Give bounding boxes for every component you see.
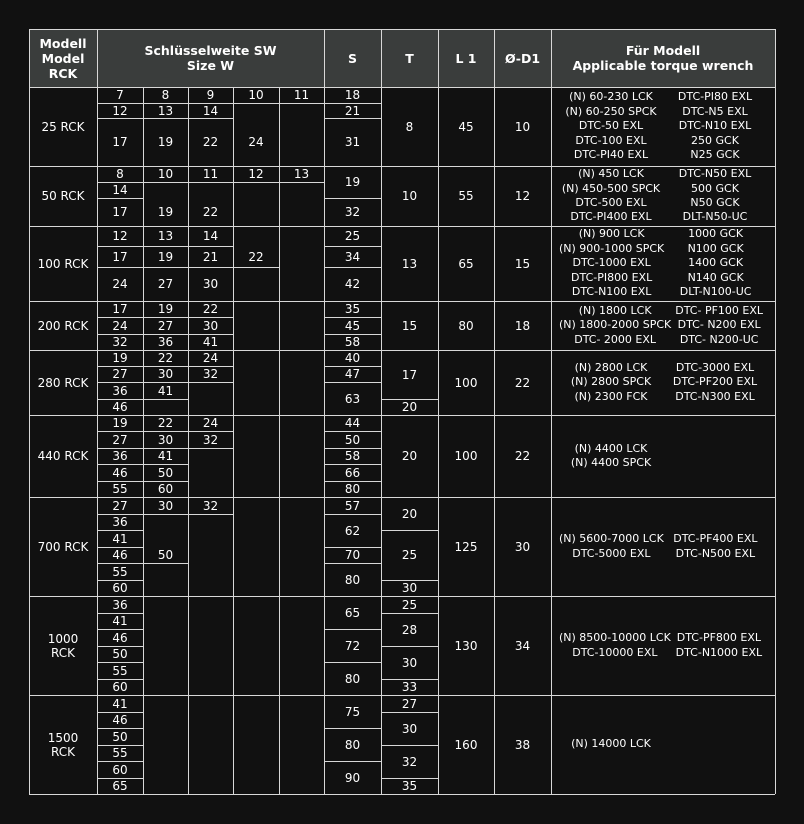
- applicable-wrench: DTC-100 EXL: [575, 133, 647, 147]
- t-value: 17: [401, 367, 418, 382]
- model-cell: [29, 695, 97, 794]
- size-value: 24: [112, 277, 128, 291]
- model-label: 25 RCK: [41, 119, 85, 134]
- model-cell: [29, 166, 97, 226]
- size-value: 17: [112, 249, 128, 264]
- d1-value: 38: [514, 737, 531, 752]
- size-column-line: [279, 596, 280, 695]
- applicable-wrench: DLT-N100-UC: [679, 285, 752, 299]
- applicable-wrench: 1000 GCK: [688, 227, 744, 241]
- size-value: 11: [202, 167, 219, 181]
- header-sw: [97, 29, 324, 87]
- size-value: 46: [112, 465, 128, 480]
- size-value: 55: [112, 663, 128, 678]
- size-value: 55: [112, 482, 128, 496]
- size-value: 12: [112, 229, 128, 243]
- applicable-wrench: (N) 5600-7000 LCK: [559, 532, 664, 546]
- size-value: 60: [112, 680, 128, 694]
- header-s: S: [324, 29, 381, 87]
- s-value: 45: [344, 318, 361, 333]
- size-value: 19: [157, 205, 174, 219]
- t-value: 32: [401, 754, 418, 769]
- size-value: 14: [202, 103, 219, 118]
- size-value: 9: [206, 88, 215, 102]
- applicable-wrench: DTC-3000 EXL: [675, 360, 755, 374]
- size-value: 19: [157, 302, 174, 316]
- applicable-wrench: DLT-N50-UC: [682, 210, 748, 224]
- s-value: 65: [344, 605, 361, 620]
- size-column-line: [143, 301, 144, 350]
- s-value: 62: [344, 523, 361, 538]
- size-value: 30: [157, 432, 174, 447]
- size-value: 19: [157, 249, 174, 264]
- size-value: 27: [157, 318, 174, 333]
- applicable-wrench: DTC- PF100 EXL: [675, 303, 764, 317]
- s-value: 90: [344, 770, 361, 785]
- applicable-wrench-list: [559, 497, 767, 596]
- s-value: 31: [344, 135, 361, 149]
- size-column-line: [233, 166, 234, 226]
- s-value: 75: [344, 704, 361, 719]
- applicable-wrench: DTC-PF800 EXL: [676, 631, 762, 645]
- header-t: T: [381, 29, 438, 87]
- size-column-line: [279, 226, 280, 301]
- l1-value: 100: [454, 449, 478, 463]
- s-value: 44: [344, 416, 361, 430]
- s-value: 47: [344, 367, 361, 381]
- d1-value: 34: [514, 638, 531, 653]
- size-column-line: [233, 301, 234, 350]
- size-value: 65: [112, 779, 128, 793]
- size-column-line: [233, 415, 234, 497]
- header-l1: L 1: [438, 29, 494, 87]
- applicable-wrench-list: [559, 695, 767, 794]
- t-value: 27: [401, 696, 418, 711]
- s-value: 34: [344, 249, 361, 264]
- size-column-line: [143, 695, 144, 794]
- size-value: 46: [112, 630, 128, 645]
- size-value: 50: [112, 729, 128, 744]
- size-value: 30: [157, 498, 174, 513]
- applicable-wrench: DTC-N300 EXL: [675, 389, 755, 403]
- size-value: 30: [157, 367, 174, 381]
- model-label: 1000: [47, 631, 79, 646]
- s-value: 58: [344, 335, 361, 349]
- s-value: 21: [344, 103, 361, 118]
- s-value: 63: [344, 391, 361, 406]
- s-value: 66: [344, 465, 361, 480]
- s-value: 40: [344, 351, 361, 365]
- model-label: RCK: [50, 645, 75, 660]
- l1-value: 80: [458, 318, 474, 333]
- t-value: 25: [401, 597, 418, 612]
- size-value: 24: [248, 135, 264, 149]
- applicable-wrench: DTC-PI400 EXL: [570, 210, 652, 224]
- size-value: 55: [112, 564, 128, 579]
- size-value: 41: [112, 614, 128, 628]
- size-column-line: [233, 87, 234, 166]
- size-column-line: [233, 695, 234, 794]
- s-value: 19: [344, 175, 361, 189]
- size-value: 19: [157, 135, 174, 149]
- applicable-wrench: DTC-10000 EXL: [572, 645, 658, 659]
- size-value: 60: [112, 762, 128, 777]
- model-cell: [29, 301, 97, 350]
- t-value: 35: [401, 779, 418, 793]
- size-column-line: [188, 596, 189, 695]
- size-value: 19: [112, 416, 128, 430]
- model-cell: [29, 415, 97, 497]
- size-value: 22: [202, 205, 219, 219]
- applicable-wrench: 500 GCK: [691, 181, 739, 195]
- size-value: 12: [248, 167, 264, 181]
- size-value: 17: [112, 205, 128, 219]
- size-column-line: [188, 301, 189, 350]
- applicable-wrench: N50 GCK: [690, 196, 740, 209]
- model-cell: [29, 596, 97, 695]
- size-column-line: [188, 350, 189, 415]
- s-value: 70: [344, 548, 361, 562]
- size-value: 32: [202, 498, 219, 513]
- applicable-wrench: DTC-PF400 EXL: [673, 532, 758, 546]
- s-value: 58: [344, 449, 361, 463]
- s-value: 72: [344, 638, 361, 653]
- s-value: 50: [344, 432, 361, 447]
- d1-value: 12: [514, 189, 531, 203]
- header-model-line-2: Model: [41, 50, 85, 66]
- applicable-wrench: DTC-PF200 EXL: [672, 375, 758, 389]
- t-value: 20: [401, 400, 418, 414]
- size-value: 32: [112, 335, 128, 349]
- s-value: 42: [344, 277, 361, 291]
- t-value: 28: [401, 622, 418, 637]
- t-value: 8: [405, 119, 414, 134]
- applicable-wrench: (N) 14000 LCK: [571, 737, 651, 751]
- header-model-line-1: Modell: [39, 35, 87, 51]
- size-column-line: [233, 350, 234, 415]
- d1-value: 22: [514, 375, 531, 390]
- size-value: 27: [112, 367, 128, 381]
- size-value: 36: [112, 597, 128, 612]
- applicable-wrench-list: [559, 226, 767, 301]
- t-value: 20: [401, 449, 418, 463]
- size-value: 32: [202, 432, 219, 447]
- size-column-line: [188, 166, 189, 226]
- size-value: 41: [157, 383, 174, 398]
- applicable-wrench-list: [559, 301, 767, 350]
- header-sw-de: Schlüsselweite SW: [144, 43, 277, 58]
- size-value: 14: [202, 229, 219, 243]
- applicable-wrench: DTC- N200 EXL: [677, 318, 761, 332]
- size-value: 22: [248, 249, 264, 264]
- size-value: 10: [157, 167, 174, 181]
- size-value: 22: [202, 302, 219, 316]
- size-column-line: [279, 695, 280, 794]
- applicable-wrench-list: [559, 166, 767, 226]
- model-label: 440 RCK: [37, 449, 89, 463]
- header-model: [29, 29, 97, 87]
- size-column-line: [143, 226, 144, 301]
- size-value: 55: [112, 746, 128, 760]
- applicable-wrench-list: [559, 596, 767, 695]
- size-value: 27: [112, 498, 128, 513]
- size-value: 14: [112, 183, 128, 197]
- size-value: 24: [202, 351, 219, 365]
- applicable-wrench: N100 GCK: [687, 241, 744, 255]
- s-value: 80: [344, 671, 361, 686]
- applicable-wrench: (N) 60-230 LCK: [569, 90, 653, 104]
- l1-value: 65: [458, 256, 474, 271]
- applicable-wrench: DTC-5000 EXL: [572, 546, 651, 560]
- applicable-wrench: (N) 1800-2000 SPCK: [559, 318, 672, 332]
- size-column-line: [279, 301, 280, 350]
- size-value: 12: [112, 103, 128, 118]
- l1-value: 130: [454, 638, 478, 653]
- size-value: 21: [202, 249, 219, 264]
- t-value: 30: [401, 581, 418, 595]
- applicable-wrench: DTC-N50 EXL: [678, 167, 752, 181]
- applicable-wrench-list: [559, 87, 767, 166]
- size-value: 17: [112, 135, 128, 149]
- header-d1: Ø-D1: [494, 29, 551, 87]
- size-value: 60: [157, 482, 174, 496]
- header-sw-en: Size W: [186, 58, 235, 73]
- size-column-line: [143, 166, 144, 226]
- applicable-wrench: [663, 456, 767, 470]
- size-column-line: [143, 415, 144, 497]
- applicable-wrench: (N) 4400 LCK: [574, 441, 648, 455]
- size-column-line: [188, 497, 189, 596]
- applicable-wrench: (N) 4400 SPCK: [570, 456, 652, 469]
- size-value: 41: [112, 531, 128, 546]
- size-value: 41: [112, 696, 128, 711]
- applicable-wrench: DTC-PI800 EXL: [571, 270, 653, 284]
- applicable-wrench: DTC-N1000 EXL: [675, 645, 763, 659]
- applicable-wrench: 250 GCK: [691, 133, 739, 147]
- size-value: 46: [112, 400, 128, 414]
- s-value: 80: [344, 737, 361, 752]
- size-value: 22: [157, 416, 174, 430]
- applicable-wrench: (N) 450 LCK: [578, 167, 644, 181]
- t-value: 30: [401, 655, 418, 670]
- applicable-wrench: 1400 GCK: [688, 256, 744, 270]
- header-applicable-de: Für Modell: [625, 43, 701, 58]
- border-top: [29, 29, 775, 30]
- applicable-wrench: DTC-1000 EXL: [572, 256, 651, 270]
- applicable-wrench: (N) 60-250 SPCK: [565, 104, 657, 118]
- size-column-line: [143, 497, 144, 596]
- size-column-line: [279, 497, 280, 596]
- size-value: 10: [248, 88, 264, 102]
- size-column-line: [279, 350, 280, 415]
- applicable-wrench: (N) 2300 FCK: [574, 389, 648, 403]
- header-model-line-3: RCK: [48, 65, 78, 81]
- s-value: 57: [344, 498, 361, 513]
- size-value: 46: [112, 548, 128, 562]
- size-value: 24: [112, 318, 128, 333]
- size-column-line: [279, 415, 280, 497]
- size-value: 50: [157, 548, 174, 562]
- size-value: 36: [112, 383, 128, 398]
- model-label: 700 RCK: [37, 539, 89, 554]
- t-value: 15: [401, 318, 418, 333]
- size-value: 60: [112, 581, 128, 595]
- size-value: 27: [112, 432, 128, 447]
- applicable-wrench: DTC- N200-UC: [679, 332, 759, 346]
- size-value: 17: [112, 302, 128, 316]
- size-column-line: [279, 166, 280, 226]
- size-value: 36: [112, 449, 128, 463]
- size-value: 22: [157, 351, 174, 365]
- applicable-wrench: DTC-PI80 EXL: [677, 90, 753, 104]
- model-label: 200 RCK: [37, 318, 89, 333]
- t-value: 30: [401, 721, 418, 736]
- applicable-wrench: (N) 900 LCK: [578, 227, 645, 241]
- d1-value: 30: [514, 539, 531, 554]
- s-value: 32: [344, 205, 361, 219]
- applicable-wrench: DTC-N500 EXL: [675, 546, 756, 560]
- l1-value: 160: [454, 737, 478, 752]
- applicable-wrench: (N) 8500-10000 LCK: [559, 631, 671, 645]
- size-column-line: [188, 226, 189, 301]
- model-cell: [29, 87, 97, 166]
- size-value: 41: [202, 335, 219, 349]
- header-applicable-en: Applicable torque wrench: [572, 58, 754, 73]
- s-value: 25: [344, 229, 361, 243]
- applicable-wrench: N25 GCK: [690, 148, 740, 162]
- d1-value: 22: [514, 449, 531, 463]
- size-column-line: [279, 87, 280, 166]
- t-value: 33: [401, 680, 418, 694]
- size-value: 19: [112, 351, 128, 365]
- t-value: 20: [401, 506, 418, 521]
- size-value: 41: [157, 449, 174, 463]
- size-value: 13: [157, 229, 174, 243]
- d1-value: 15: [514, 256, 531, 271]
- applicable-wrench: DTC-N5 EXL: [682, 104, 748, 118]
- l1-value: 45: [458, 119, 474, 134]
- size-column-line: [188, 415, 189, 497]
- size-column-line: [233, 497, 234, 596]
- size-value: 8: [161, 88, 170, 102]
- size-value: 27: [157, 277, 174, 291]
- applicable-wrench: DTC- 2000 EXL: [574, 332, 657, 346]
- model-cell: [29, 350, 97, 415]
- size-value: 50: [112, 647, 128, 661]
- applicable-wrench: DTC-N100 EXL: [571, 285, 652, 299]
- size-value: 8: [116, 167, 124, 181]
- applicable-wrench-list: [559, 350, 767, 415]
- applicable-wrench: DTC-500 EXL: [575, 196, 647, 209]
- size-value: 36: [112, 515, 128, 529]
- l1-value: 100: [454, 375, 478, 390]
- header-applicable: [551, 29, 775, 87]
- model-cell: [29, 497, 97, 596]
- s-value: 18: [344, 88, 361, 102]
- size-value: 30: [202, 277, 219, 291]
- applicable-wrench: [663, 737, 767, 751]
- size-value: 13: [293, 167, 310, 181]
- size-column-line: [143, 596, 144, 695]
- s-value: 80: [344, 482, 361, 496]
- model-label: 50 RCK: [41, 189, 85, 203]
- size-column-line: [233, 226, 234, 301]
- t-value: 13: [401, 256, 418, 271]
- applicable-wrench: (N) 1800 LCK: [578, 303, 652, 317]
- border-right: [775, 29, 776, 794]
- t-value: 25: [401, 548, 418, 562]
- size-value: 11: [293, 88, 310, 102]
- applicable-wrench: (N) 900-1000 SPCK: [559, 241, 665, 255]
- size-value: 22: [202, 135, 219, 149]
- size-column-line: [188, 695, 189, 794]
- size-value: 24: [202, 416, 219, 430]
- applicable-wrench: DTC-PI40 EXL: [573, 148, 649, 162]
- applicable-wrench: DTC-50 EXL: [578, 119, 644, 133]
- model-label: 1500: [47, 730, 79, 745]
- applicable-wrench-list: [559, 415, 767, 497]
- size-column-line: [233, 596, 234, 695]
- l1-value: 125: [454, 539, 478, 554]
- s-value: 80: [344, 572, 361, 587]
- applicable-wrench: DTC-N10 EXL: [678, 119, 752, 133]
- s-value: 35: [344, 302, 361, 316]
- size-value: 32: [202, 367, 219, 381]
- size-column-line: [143, 87, 144, 166]
- model-label: 280 RCK: [37, 375, 89, 390]
- applicable-wrench: (N) 450-500 SPCK: [561, 181, 661, 195]
- applicable-wrench: (N) 2800 SPCK: [570, 375, 652, 389]
- applicable-wrench: [663, 442, 767, 456]
- size-value: 13: [157, 103, 174, 118]
- applicable-wrench: (N) 2800 LCK: [574, 360, 648, 374]
- size-column-line: [143, 350, 144, 415]
- size-value: 7: [116, 88, 124, 102]
- model-cell: [29, 226, 97, 301]
- size-column-line: [188, 87, 189, 166]
- model-label: 100 RCK: [37, 256, 89, 271]
- size-value: 36: [157, 335, 174, 349]
- size-value: 50: [157, 465, 174, 480]
- t-value: 10: [401, 189, 418, 203]
- d1-value: 18: [514, 318, 531, 333]
- model-label: RCK: [50, 744, 75, 759]
- size-value: 30: [202, 318, 219, 333]
- d1-value: 10: [514, 119, 531, 134]
- applicable-wrench: N140 GCK: [687, 270, 744, 284]
- l1-value: 55: [458, 189, 474, 203]
- size-value: 46: [112, 713, 128, 727]
